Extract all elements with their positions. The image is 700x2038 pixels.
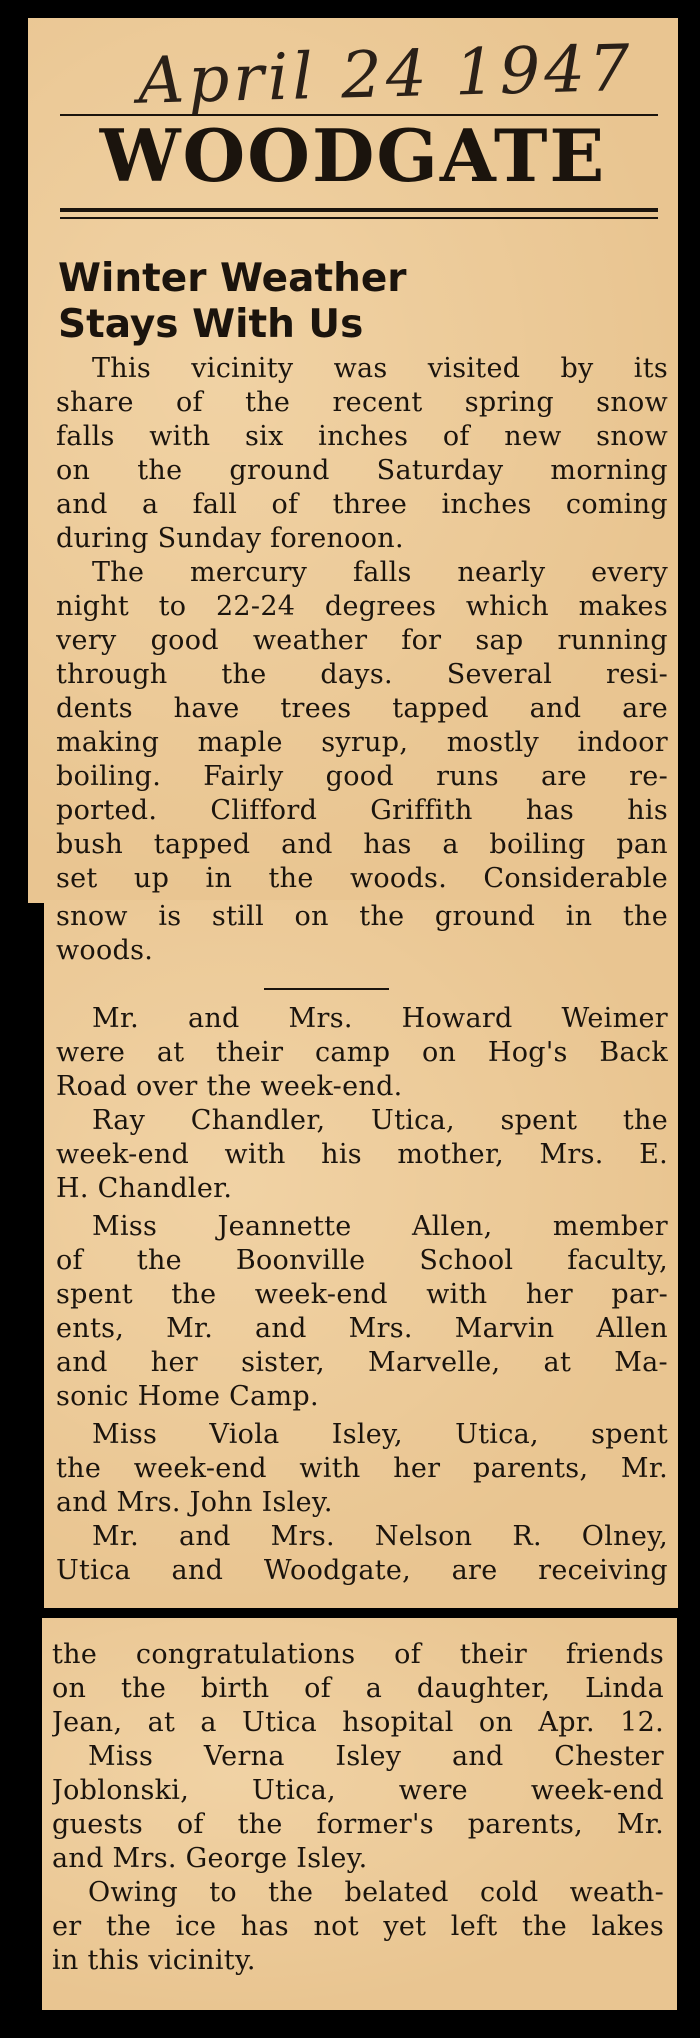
paragraph-olney [56,1520,668,1588]
text-line: in this vicinity. [52,1945,256,1976]
text-line: were at their camp on Hog's Back [56,1037,668,1068]
text-line: and Mrs. George Isley. [52,1843,368,1874]
text-line: Owing to the belated cold weath- [88,1877,664,1908]
text-line: Jean, at a Utica hsopital on Apr. 12. [52,1707,664,1738]
text-line: ents, Mr. and Mrs. Marvin Allen [56,1313,668,1344]
paragraph-weather-2 [56,556,668,896]
text-line: Mr. and Mrs. Howard Weimer [92,1003,668,1034]
clipping-middle [44,900,678,1608]
clipping-top [28,18,678,903]
text-line: on the birth of a daughter, Linda [52,1673,664,1704]
paragraph-chandler [56,1104,668,1206]
text-line: Joblonski, Utica, were week-end [52,1775,664,1806]
text-line: dents have trees tapped and are [56,693,668,724]
text-line: of the Boonville School faculty, [56,1245,668,1276]
text-line: guests of the former's parents, Mr. [52,1809,664,1840]
text-line: sonic Home Camp. [56,1381,319,1412]
headline-line-1: Winter Weather [58,256,407,301]
clipping-bottom [42,1618,677,2010]
text-line: during Sunday forenoon. [56,523,404,554]
paragraph-weimer [56,1002,668,1104]
headline-line-2: Stays With Us [58,302,364,347]
text-line: This vicinity was visited by its [92,353,668,384]
masthead-rule-1 [60,208,658,212]
headline [58,256,658,348]
text-line: Road over the week-end. [56,1071,403,1102]
masthead: WOODGATE [99,113,607,198]
paragraph-allen [56,1210,668,1414]
text-line: the congratulations of their friends [52,1639,664,1670]
text-line: and Mrs. John Isley. [56,1487,333,1518]
text-line: er the ice has not yet left the lakes [52,1911,664,1942]
text-line: the week-end with her parents, Mr. [56,1453,668,1484]
text-line: night to 22-24 degrees which makes [56,591,668,622]
paragraph-viola-isley [56,1418,668,1520]
handwritten-date: April 24 1947 [137,31,635,119]
text-line: H. Chandler. [56,1173,233,1204]
paragraph-weather-1 [56,352,668,556]
text-line: week-end with his mother, Mrs. E. [56,1139,668,1170]
text-line: very good weather for sap running [56,625,668,656]
text-line: falls with six inches of new snow [56,421,668,452]
text-line: share of the recent spring snow [56,387,668,418]
paragraph-verna-isley [52,1740,664,1876]
text-line: bush tapped and has a boiling pan [56,829,668,860]
paragraph-olney-continued [52,1638,664,1740]
text-line: set up in the woods. Considerable [56,863,668,894]
text-line: and her sister, Marvelle, at Ma- [56,1347,668,1378]
text-line: making maple syrup, mostly indoor [56,727,668,758]
text-line: Ray Chandler, Utica, spent the [92,1105,668,1136]
text-line: through the days. Several resi- [56,659,668,690]
text-line: on the ground Saturday morning [56,455,668,486]
text-line: spent the week-end with her par- [56,1279,668,1310]
text-line: Miss Viola Isley, Utica, spent [92,1419,668,1450]
text-line: snow is still on the ground in the [56,901,668,932]
text-line: Miss Jeannette Allen, member [92,1211,668,1242]
paragraph-snow-continued [56,900,668,968]
masthead-rule-2 [60,217,658,219]
paragraph-ice [52,1876,664,1978]
text-line: Miss Verna Isley and Chester [88,1741,664,1772]
text-line: boiling. Fairly good runs are re- [56,761,668,792]
text-line: and a fall of three inches coming [56,489,668,520]
text-line: Utica and Woodgate, are receiving [56,1555,668,1586]
text-line: Mr. and Mrs. Nelson R. Olney, [92,1521,668,1552]
text-line: The mercury falls nearly every [92,557,668,588]
separator-rule [264,988,389,990]
text-line: ported. Clifford Griffith has his [56,795,668,826]
text-line: woods. [56,935,154,966]
